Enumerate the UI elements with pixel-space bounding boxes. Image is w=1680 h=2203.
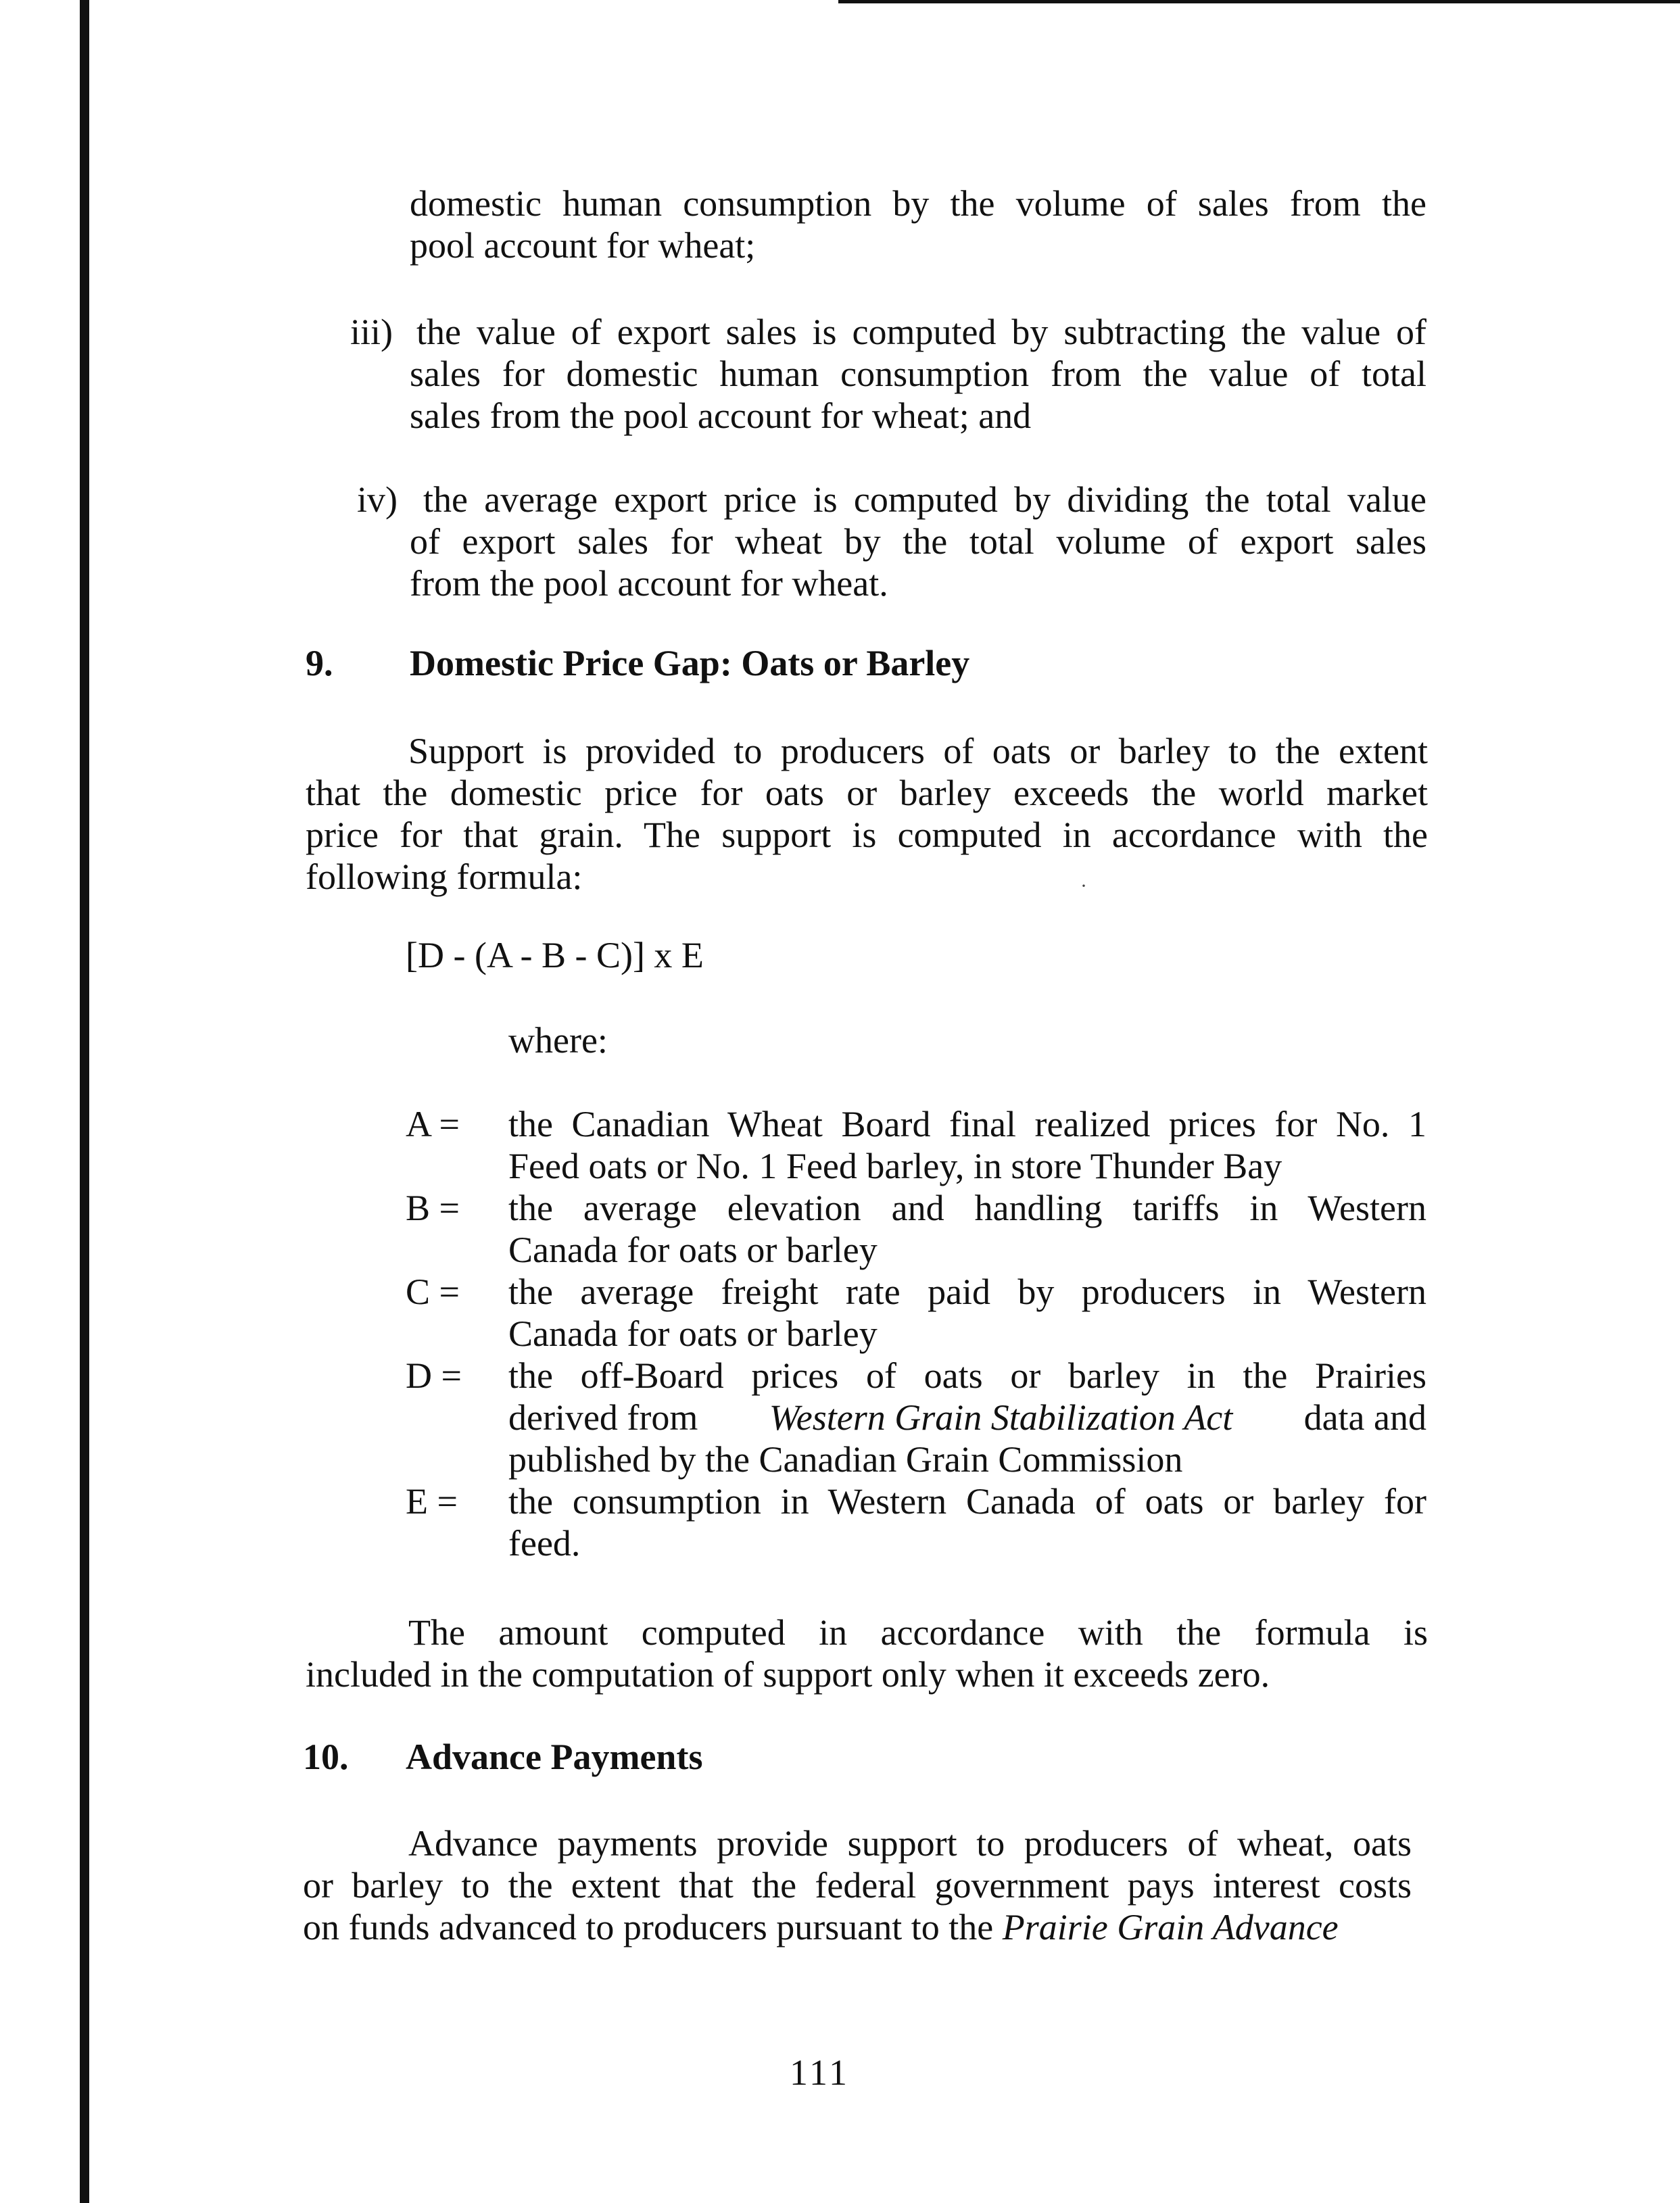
item-iii-line-2: sales for domestic human consumption from the value of total	[410, 354, 1426, 394]
section-9-closing-line-2: included in the computation of support only when it exceeds zero.	[306, 1654, 1270, 1695]
section-10-para-line-3-pre: on funds advanced to producers pursuant to the	[303, 1907, 1003, 1947]
section-10-paragraph	[303, 1822, 1412, 1948]
variable-a-definition	[508, 1103, 1426, 1187]
variable-d-line-3: published by the Canadian Grain Commission	[508, 1439, 1183, 1480]
item-iv-line-2: of export sales for wheat by the total volume of export sales	[410, 521, 1426, 562]
variable-c-definition	[508, 1271, 1426, 1355]
variable-d-line-2	[508, 1397, 1426, 1438]
variable-d-definition	[508, 1355, 1426, 1480]
section-9-para-line-2: that the domestic price for oats or barley exceeds the world market	[306, 773, 1428, 813]
variable-c	[406, 1271, 1428, 1355]
variable-b-line-2: Canada for oats or barley	[508, 1230, 878, 1270]
scan-edge-left	[80, 0, 89, 2203]
variable-a-line-2: Feed oats or No. 1 Feed barley, in store Thunder Bay	[508, 1146, 1282, 1186]
section-9-paragraph	[306, 730, 1428, 898]
variable-d-line-2-post: data and	[1295, 1397, 1426, 1438]
section-9-title: Domestic Price Gap: Oats or Barley	[410, 643, 970, 683]
scan-edge-top	[838, 0, 1680, 3]
variable-b-definition	[508, 1187, 1426, 1271]
section-10-para-line-1: Advance payments provide support to producers of wheat, oats	[408, 1823, 1412, 1864]
variable-a	[406, 1103, 1428, 1187]
variable-c-line-1: the average freight rate paid by producers in Western	[508, 1272, 1426, 1312]
section-10-number: 10.	[303, 1737, 349, 1777]
section-9-closing	[306, 1612, 1428, 1695]
section-9-number: 9.	[306, 643, 333, 683]
section-9-para-line-1: Support is provided to producers of oats or barley to the extent	[408, 731, 1428, 771]
variable-e-line-2: feed.	[508, 1523, 581, 1564]
variable-a-symbol: A =	[406, 1104, 460, 1144]
item-iii-line-3: sales from the pool account for wheat; and	[410, 395, 1032, 436]
variable-e	[406, 1480, 1428, 1564]
variable-c-line-2: Canada for oats or barley	[508, 1313, 878, 1354]
item-iii-text	[410, 311, 1426, 437]
act-title-wgsa: Western Grain Stabilization Act	[769, 1397, 1233, 1438]
item-iv-line-1: the average export price is computed by dividing the total value	[423, 479, 1426, 520]
variable-c-symbol: C =	[406, 1272, 460, 1312]
variable-d-line-1: the off-Board prices of oats or barley in the Prairies	[508, 1355, 1426, 1396]
section-10-title: Advance Payments	[406, 1737, 703, 1777]
section-9-closing-line-1: The amount computed in accordance with the formula is	[408, 1612, 1428, 1653]
variable-b-symbol: B =	[406, 1188, 460, 1228]
variable-d-line-2-pre: derived from	[508, 1397, 707, 1438]
section-9-para-line-4: following formula:	[306, 856, 583, 897]
variable-e-symbol: E =	[406, 1481, 458, 1522]
formula: [D - (A - B - C)] x E	[406, 935, 704, 975]
variable-d	[406, 1355, 1428, 1480]
section-9-para-line-3: price for that grain. The support is computed in accordance with the	[306, 815, 1428, 855]
section-10-para-line-3	[303, 1906, 1412, 1948]
variable-b-line-1: the average elevation and handling tariffs in Western	[508, 1188, 1426, 1228]
continuation-paragraph	[410, 183, 1426, 266]
variable-d-symbol: D =	[406, 1355, 462, 1396]
section-10-para-line-2: or barley to the extent that the federal government pays interest costs	[303, 1865, 1412, 1906]
continuation-line-1: domestic human consumption by the volume of sales from the	[410, 183, 1426, 224]
variable-e-definition	[508, 1480, 1426, 1564]
item-iii-line-1: the value of export sales is computed by subtracting the value of	[416, 312, 1426, 352]
variable-b	[406, 1187, 1428, 1271]
scan-speck: ·	[1080, 875, 1087, 897]
item-iii-marker: iii)	[350, 312, 393, 352]
page-number: 111	[790, 2052, 850, 2093]
continuation-line-2: pool account for wheat;	[410, 225, 756, 266]
where-label: where:	[508, 1020, 608, 1061]
item-iv-text	[410, 479, 1426, 604]
variable-a-line-1: the Canadian Wheat Board final realized prices for No. 1	[508, 1104, 1426, 1144]
item-iv-line-3: from the pool account for wheat.	[410, 563, 888, 604]
act-title-pga: Prairie Grain Advance	[1002, 1907, 1339, 1947]
variable-e-line-1: the consumption in Western Canada of oats or barley for	[508, 1481, 1426, 1522]
item-iv-marker: iv)	[357, 479, 398, 520]
